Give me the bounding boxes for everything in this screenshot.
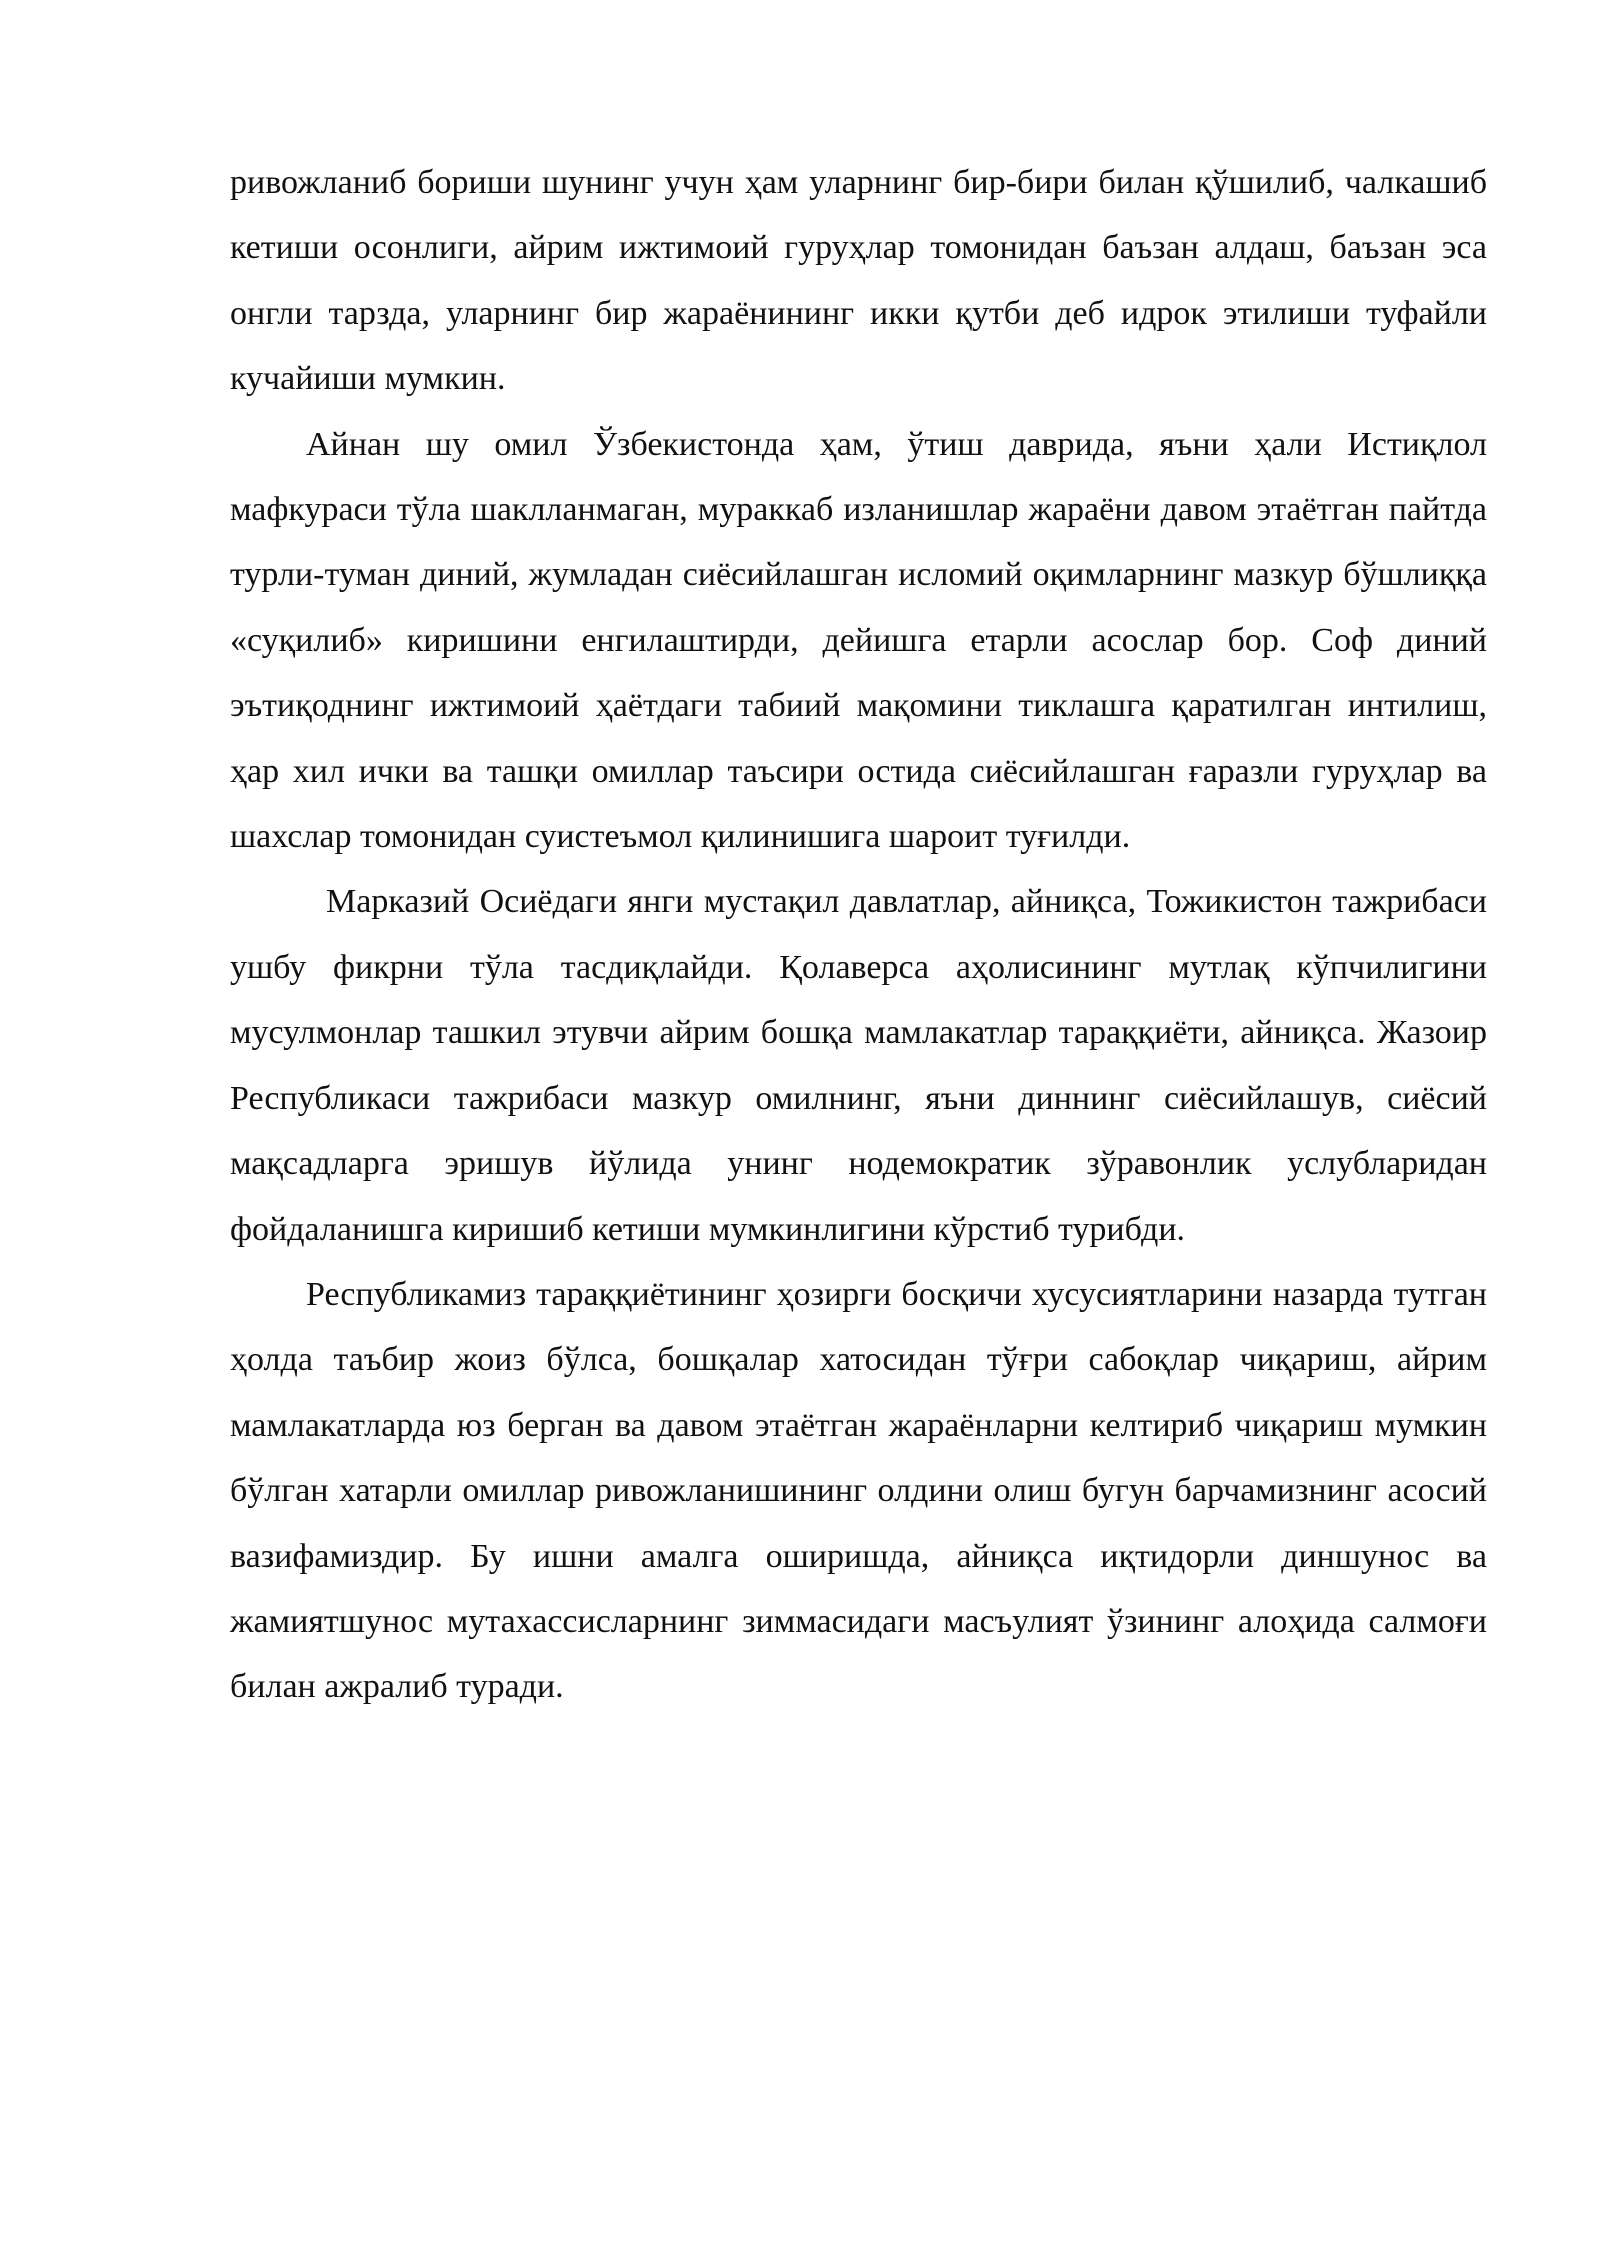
paragraph-3: Марказий Осиёдаги янги мустақил давлатлар, айниқса, Тожикистон тажрибаси ушбу фикрни тўла тасдиқлайди. Қолаверса аҳолисининг мутлақ кўпчилигини мусулмонлар ташкил этувчи айрим бошқа мамлакатлар тараққиёти, айниқса. Жазоир Республикаси тажрибаси мазкур омилнинг, яъни диннинг сиёсийлашув, сиёсий мақсадларга эришув йўлида унинг нодемократик зўравонлик услубларидан фойдаланишга киришиб кетиши мумкинлигини кўрстиб турибди. [230, 883, 1487, 1248]
paragraph-1: ривожланиб бориши шунинг учун ҳам уларнинг бир-бири билан қўшилиб, чалкашиб кетиши осонлиги, айрим ижтимоий гуруҳлар томонидан баъзан алдаш, баъзан эса онгли тарзда, уларнинг бир жараёнининг икки қутби деб идрок этилиши туфайли кучайиши мумкин. [230, 164, 1487, 398]
document-body [230, 150, 1487, 1720]
paragraph-2: Айнан шу омил Ўзбекистонда ҳам, ўтиш даврида, яъни ҳали Истиқлол мафкураси тўла шаклланмаган, мураккаб изланишлар жараёни давом этаётган пайтда турли-туман диний, жумладан сиёсийлашган исломий оқимларнинг мазкур бўшлиққа «суқилиб» киришини енгилаштирди, дейишга етарли асослар бор. Соф диний эътиқоднинг ижтимоий ҳаётдаги табиий мақомини тиклашга қаратилган интилиш, ҳар хил ички ва ташқи омиллар таъсири остида сиёсийлашган ғаразли гуруҳлар ва шахслар томонидан суистеъмол қилинишига шароит туғилди. [230, 425, 1487, 856]
paragraph-4: Республикамиз тараққиётининг ҳозирги босқичи хусусиятларини назарда тутган ҳолда таъбир жоиз бўлса, бошқалар хатосидан тўғри сабоқлар чиқариш, айрим мамлакатларда юз берган ва давом этаётган жараёнларни келтириб чиқариш мумкин бўлган хатарли омиллар ривожланишининг олдини олиш бугун барчамизнинг асосий вазифамиздир. Бу ишни амалга оширишда, айниқса иқтидорли диншунос ва жамиятшунос мутахассисларнинг зиммасидаги масъулият ўзининг алоҳида салмоғи билан ажралиб туради. [230, 1275, 1487, 1706]
